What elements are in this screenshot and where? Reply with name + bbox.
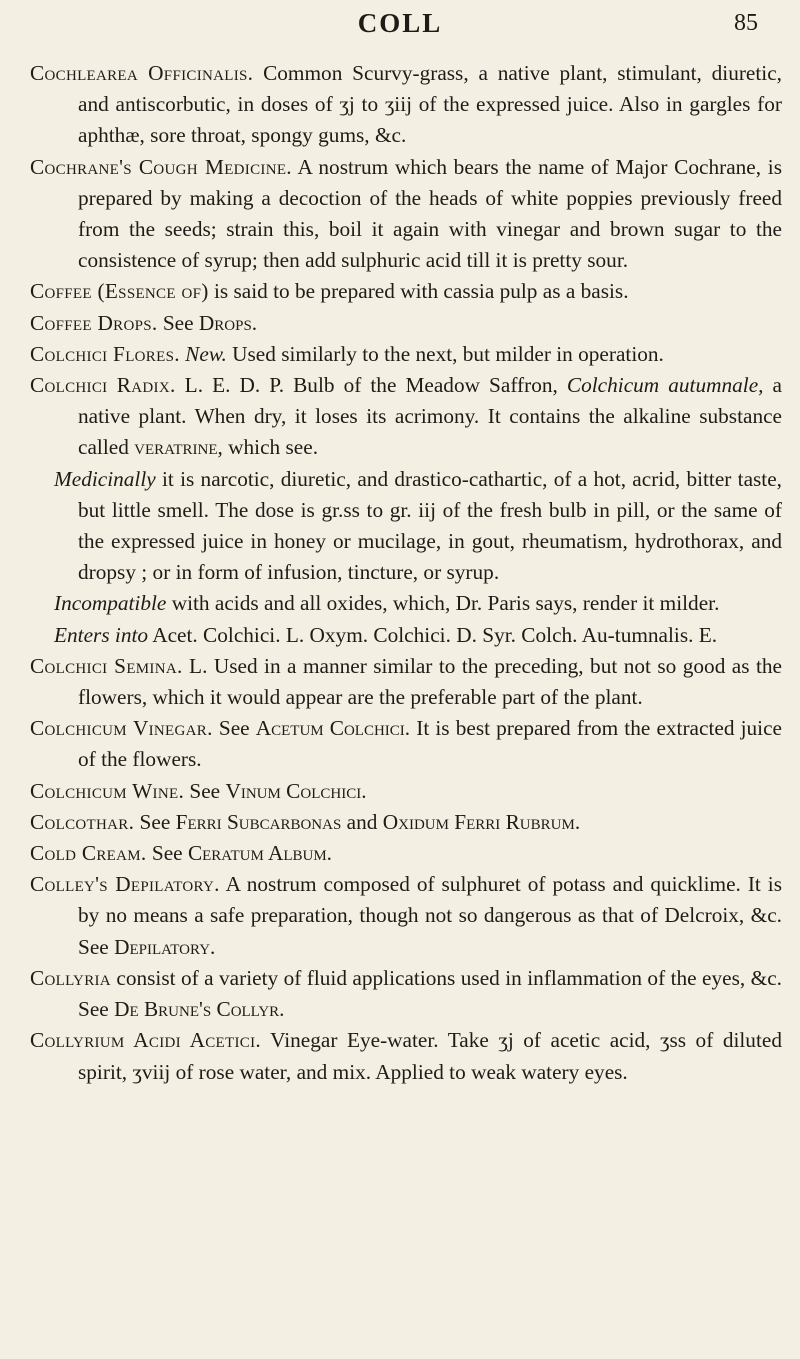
- cross-reference: De Brune's Collyr.: [114, 997, 285, 1022]
- subentry-medicinally: [30, 464, 782, 589]
- cross-reference: Vinum Colchici.: [225, 778, 367, 803]
- headword: Cold Cream.: [30, 841, 147, 866]
- entry-colchicum-wine: [30, 776, 782, 807]
- headword: Colcothar.: [30, 809, 135, 834]
- page-body: [30, 58, 782, 1088]
- see-label: See: [157, 310, 199, 335]
- cross-reference: veratrine,: [134, 435, 223, 460]
- cross-reference: Ferri Subcarbonas: [175, 809, 342, 834]
- headword: Colchici Radix.: [30, 373, 176, 398]
- see-label: See: [184, 778, 226, 803]
- entry-text: is said to be prepared with cassia pulp as a basis.: [208, 279, 629, 304]
- cross-reference: Depilatory.: [114, 934, 216, 959]
- entry-collyrium-acidi-acetici: [30, 1025, 782, 1087]
- headword: Cochrane's Cough Medicine.: [30, 154, 292, 179]
- subentry-label: Enters into: [54, 622, 149, 647]
- italic-lead: New.: [179, 341, 227, 366]
- see-label: See: [134, 809, 176, 834]
- entry-text: a native plant. When dry, it loses its acrimony. It contains the alkaline substance called: [78, 373, 782, 460]
- entry-text: and: [341, 809, 383, 834]
- entry-text: It is best prepared from the extracted juice of the flowers.: [78, 716, 782, 772]
- cross-reference: Acetum Colchici.: [255, 716, 411, 741]
- subentry-label: Incompatible: [54, 591, 167, 616]
- entry-colcothar: [30, 807, 782, 838]
- entry-coffee-drops: [30, 308, 782, 339]
- headword: Colchicum Vinegar.: [30, 716, 213, 741]
- entry-cold-cream: [30, 838, 782, 869]
- entry-colchici-semina: [30, 651, 782, 713]
- subentry-text: Acet. Colchici. L. Oxym. Colchici. D. Syr. Colch. Au-tumnalis. E.: [148, 622, 718, 647]
- entry-cochranes-cough-medicine: [30, 152, 782, 277]
- running-header: [0, 8, 800, 44]
- entry-colchicum-vinegar: [30, 713, 782, 775]
- cross-reference: Ceratum Album.: [187, 841, 333, 866]
- subentry-text: with acids and all oxides, which, Dr. Paris says, render it milder.: [166, 591, 720, 616]
- entry-text: A nostrum which bears the name of Major Cochrane, is prepared by making a decoction of the heads of white poppies previously freed from the seeds; strain this, boil it again with vinegar and brown sugar to the consistence of syrup; then add sulphuric acid till it is pretty sour.: [78, 154, 782, 273]
- entry-text: which see.: [222, 435, 319, 460]
- entry-colchici-radix: [30, 370, 782, 464]
- headword: Coffee Drops.: [30, 310, 158, 335]
- botanical-name: Colchicum autumnale,: [566, 373, 764, 398]
- page-number: 85: [734, 10, 758, 36]
- headword: Colley's Depilatory.: [30, 872, 220, 897]
- entry-colleys-depilatory: [30, 869, 782, 963]
- entry-text: A nostrum composed of sulphuret of potass and quicklime. It is by no means a safe preparation, though not so dangerous as that of Delcroix, &c. See: [78, 872, 782, 959]
- cross-reference: Oxidum Ferri Rubrum.: [382, 809, 581, 834]
- subentry-incompatible: [30, 588, 782, 619]
- entry-collyria: [30, 963, 782, 1025]
- entry-colchici-flores: [30, 339, 782, 370]
- subentry-text: it is narcotic, diuretic, and drastico-cathartic, of a hot, acrid, bitter taste, but little smell. The dose is gr.ss to gr. iij of the fresh bulb in pill, or the same of the expressed juice in honey or mucilage, in gout, rheumatism, hydrothorax, and dropsy ; or in form of infusion, tincture, or syrup.: [78, 466, 782, 585]
- entry-text: Vinegar Eye-water. Take ʒj of acetic acid, ʒss of diluted spirit, ʒviij of rose water, and mix. Applied to weak watery eyes.: [78, 1028, 782, 1084]
- headword: Collyrium Acidi Acetici.: [30, 1028, 261, 1053]
- entry-text: consist of a variety of fluid applications used in inflammation of the eyes, &c. See: [78, 965, 782, 1022]
- headword: Collyria: [30, 965, 111, 990]
- entry-text: L. Used in a manner similar to the preceding, but not so good as the flowers, which it would appear are the preferable part of the plant.: [78, 653, 782, 710]
- running-head-title: COLL: [357, 8, 443, 38]
- subentry-enters-into: [30, 620, 782, 651]
- see-label: See: [212, 716, 256, 741]
- entry-coffee-essence: [30, 276, 782, 307]
- headword: Colchici Semina.: [30, 653, 183, 678]
- see-label: See: [146, 841, 188, 866]
- headword: Coffee (Essence of): [30, 279, 209, 304]
- headword: Colchici Flores.: [30, 341, 180, 366]
- subentry-label: Medicinally: [54, 466, 156, 491]
- entry-text: L. E. D. P. Bulb of the Meadow Saffron,: [175, 373, 567, 398]
- headword: Cochlearea Officinalis.: [30, 61, 254, 85]
- cross-reference: Drops.: [198, 310, 258, 335]
- entry-text: Common Scurvy-grass, a native plant, stimulant, diuretic, and antiscorbutic, in doses of ʒj to ʒiij of the expressed juice. Also in gargles for aphthæ, sore throat, spongy gums, &c.: [78, 61, 782, 148]
- headword: Colchicum Wine.: [30, 778, 185, 803]
- entry-cochlearea: [30, 58, 782, 152]
- entry-text: Used similarly to the next, but milder in operation.: [226, 341, 664, 366]
